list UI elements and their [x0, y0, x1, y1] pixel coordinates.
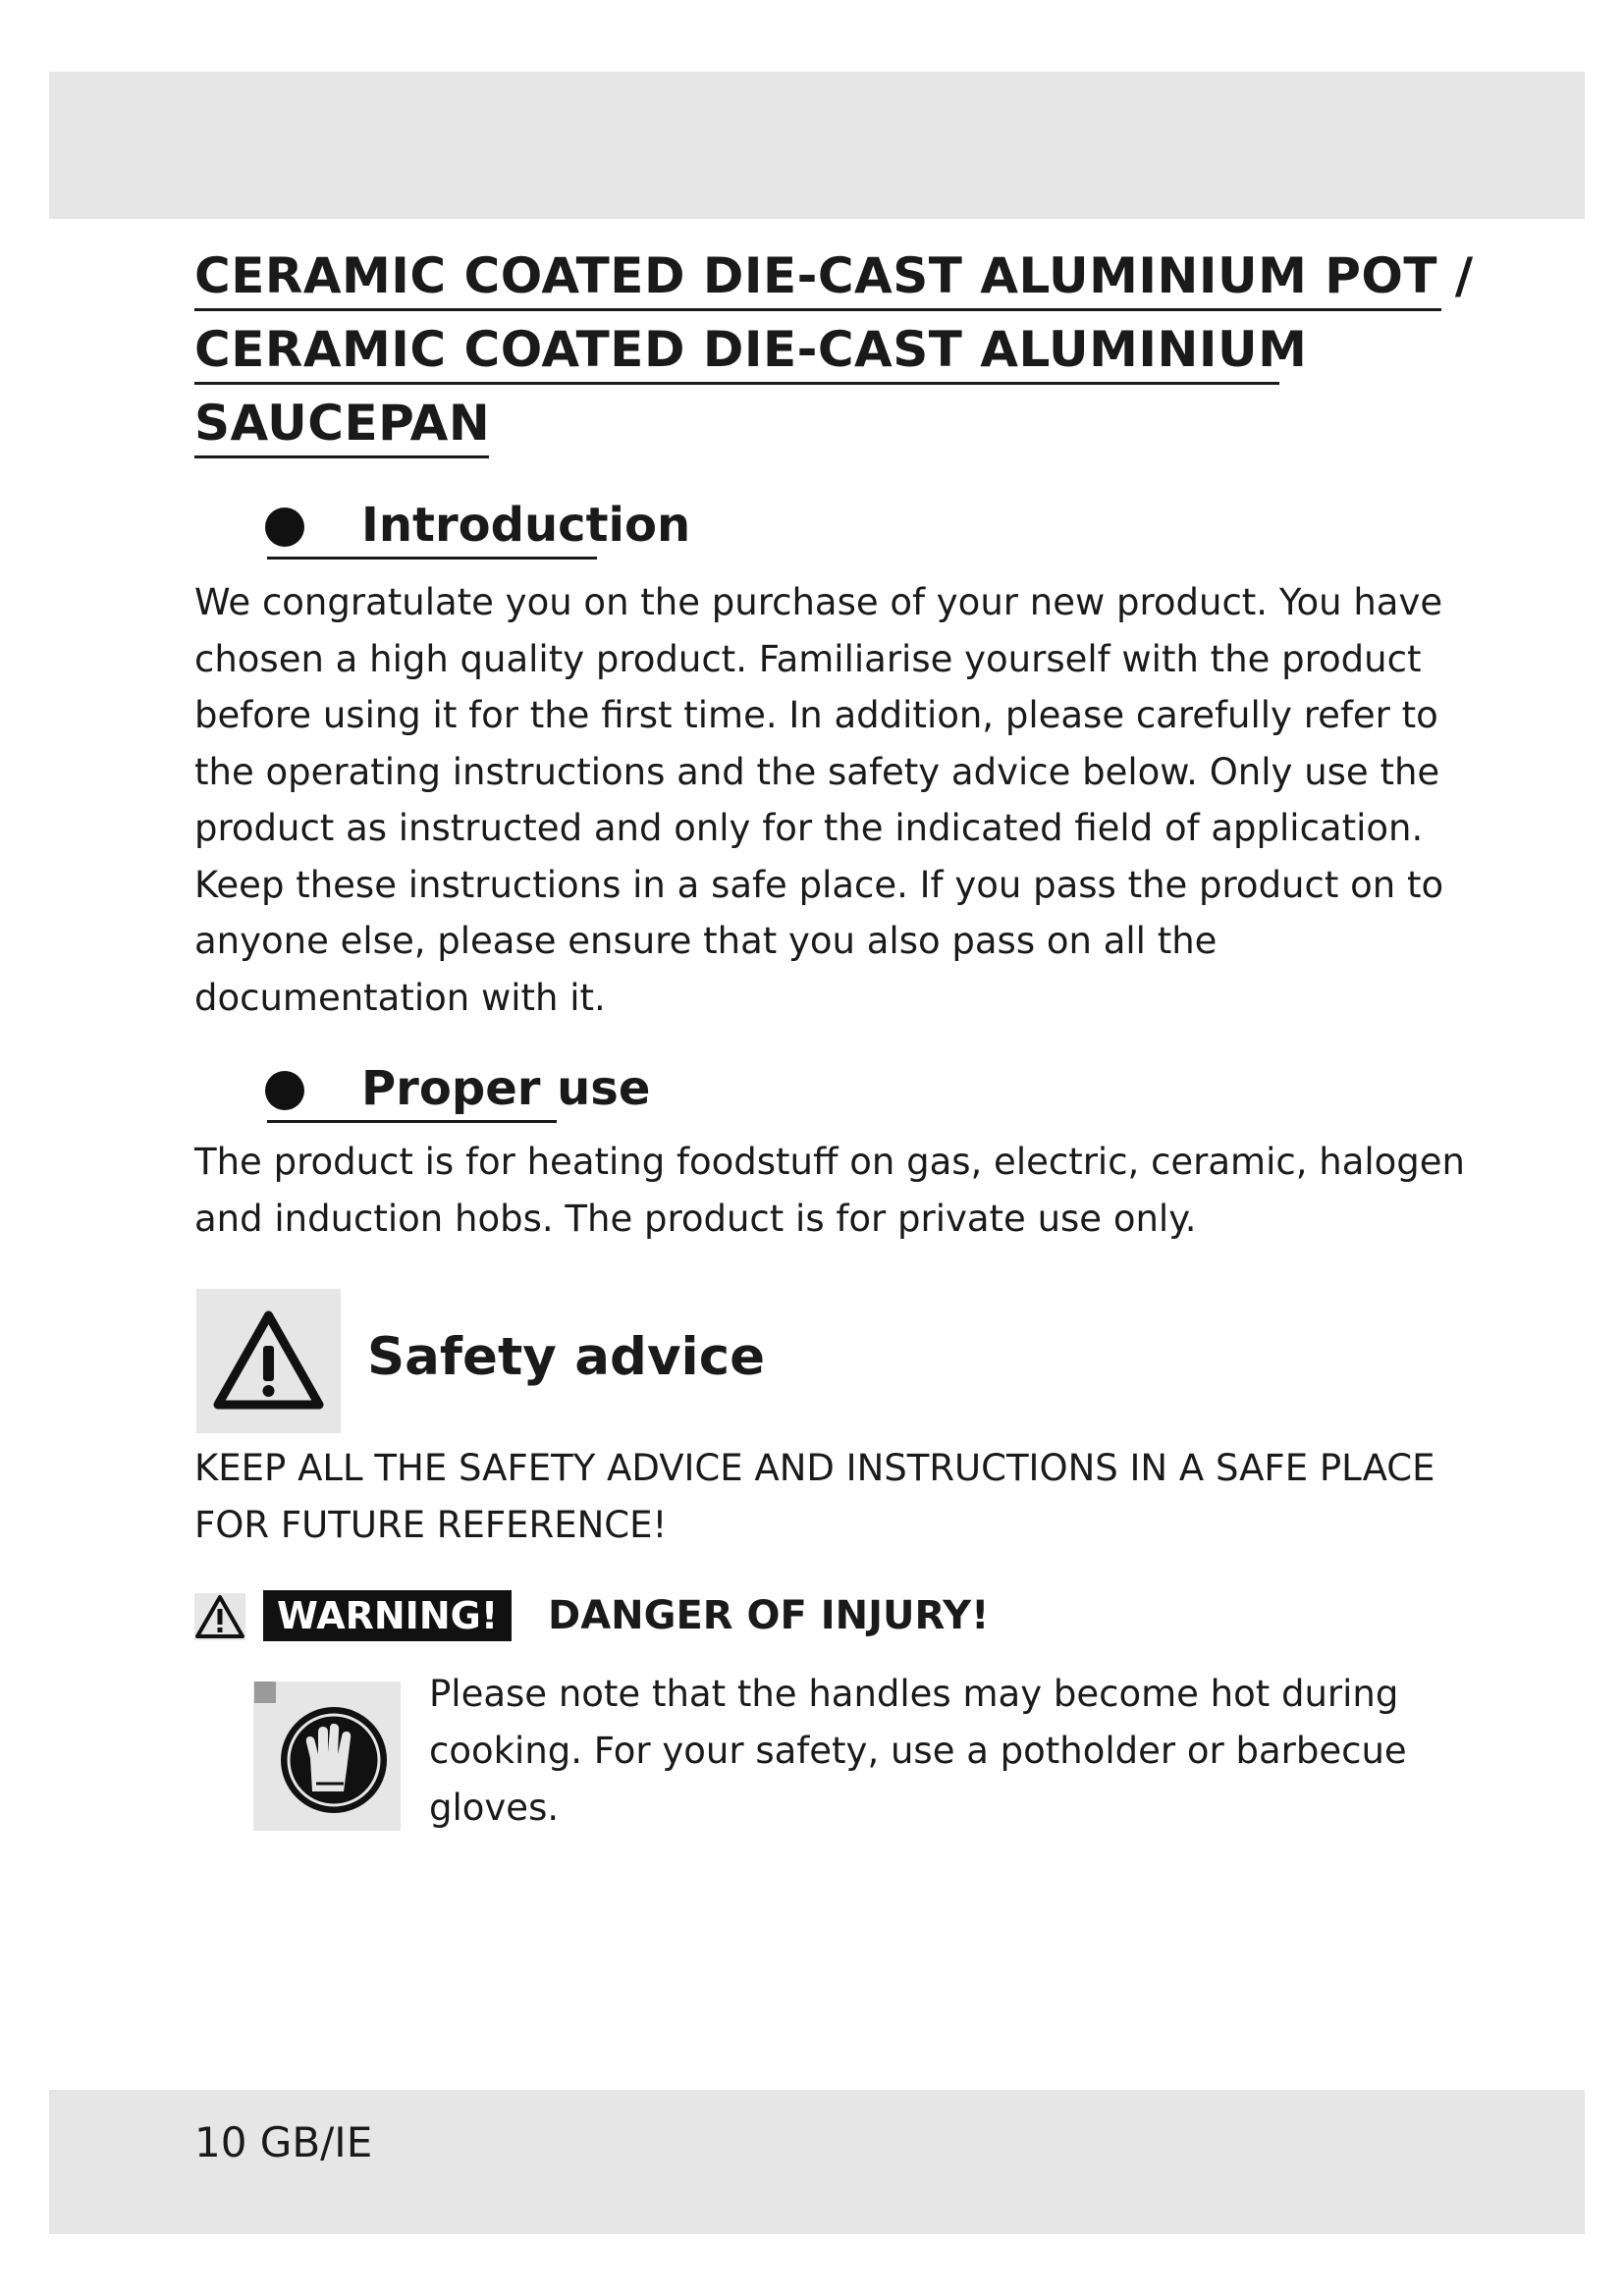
proper-use-heading	[265, 1059, 717, 1118]
heading-rule	[267, 557, 597, 560]
proper-use-text: The product is for heating foodstuff on gas, electric, ceramic, halogen and induction hobs. The product is for private use only.	[194, 1141, 1465, 1240]
filled-circle-icon	[265, 507, 304, 547]
header-band	[49, 72, 1585, 219]
title-line-2: CERAMIC COATED DIE-CAST ALUMINIUM	[194, 313, 1307, 387]
list-bullet-square	[254, 1682, 276, 1703]
page-number: 10 GB/IE	[194, 2118, 373, 2166]
introduction-text: We congratulate you on the purchase of your new product. You have chosen a high quality product. Familiarise yourself with the product before using it for the first time. In addition, please carefully refer to the operating instructions and the safety advice below. Only use the product as instructed and only for the indicated field of application. Keep these instructions in a safe place. If you pass the product on to anyone else, please ensure that you also pass on all the documentation with it.	[194, 581, 1444, 1019]
filled-circle-icon	[265, 1071, 304, 1110]
warning-label: WARNING!	[263, 1590, 512, 1641]
title-line-1: CERAMIC COATED DIE-CAST ALUMINIUM POT /	[194, 240, 1474, 313]
danger-of-injury-text: DANGER OF INJURY!	[548, 1593, 990, 1638]
title-line-3: SAUCEPAN	[194, 387, 490, 460]
gloves-icon	[253, 1682, 401, 1831]
heading-rule	[267, 1120, 557, 1123]
warning-triangle-icon	[196, 1289, 341, 1433]
proper-use-title: Proper use	[361, 1061, 651, 1116]
safety-keep-notice: KEEP ALL THE SAFETY ADVICE AND INSTRUCTIONS IN A SAFE PLACE FOR FUTURE REFERENCE!	[194, 1447, 1435, 1546]
introduction-heading	[265, 496, 717, 555]
warning-triangle-icon	[194, 1593, 245, 1640]
handles-hot-note: Please note that the handles may become hot during cooking. For your safety, use a potholder or barbecue gloves.	[429, 1673, 1407, 1829]
introduction-title: Introduction	[361, 498, 691, 553]
safety-advice-title: Safety advice	[367, 1327, 766, 1387]
document-title	[194, 240, 1474, 460]
